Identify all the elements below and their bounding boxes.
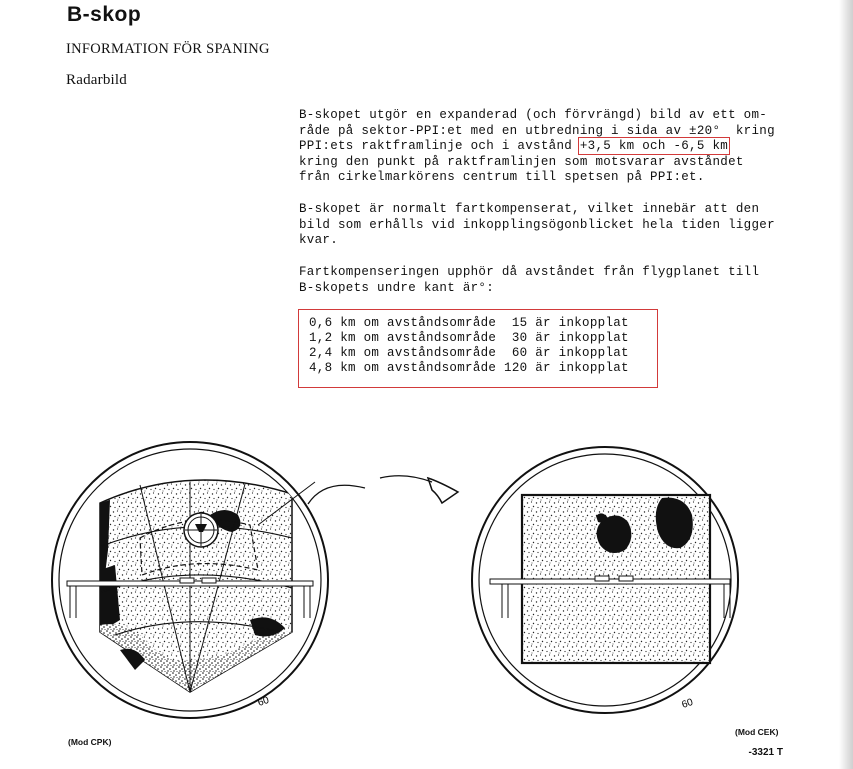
document-reference: -3321 T <box>748 747 783 758</box>
text-line: råde på sektor-PPI:et med en utbredning i sida av ±20° kring <box>299 123 775 138</box>
right-figure-caption: (Mod CEK) <box>735 727 779 737</box>
highlighted-range: +3,5 km och -6,5 km <box>579 139 729 153</box>
page-edge-shadow <box>839 0 853 769</box>
radar-figure <box>40 420 740 720</box>
left-figure-caption: (Mod CPK) <box>68 737 112 747</box>
left-radar-scope <box>52 442 328 718</box>
table-row: 0,6 km om avståndsområde 15 är inkopplat <box>309 316 629 330</box>
left-range-scale-label: 60 <box>256 694 271 709</box>
table-row: 4,8 km om avståndsområde 120 är inkopplat <box>309 361 629 375</box>
text-line: B-skopet utgör en expanderad (och förvrängd) bild av ett om- <box>299 108 768 122</box>
text-line-part: PPI:ets raktframlinje och i avstånd <box>299 139 580 153</box>
table-row: 2,4 km om avståndsområde 60 är inkopplat <box>309 346 629 360</box>
text-line: Fartkompenseringen upphör då avståndet från flygplanet till <box>299 265 760 279</box>
text-line: kring den punkt på raktframlinjen som motsvarar avståndet <box>299 154 744 169</box>
range-table <box>298 309 658 388</box>
text-line <box>299 139 775 155</box>
table-row: 1,2 km om avståndsområde 30 är inkopplat <box>309 331 629 345</box>
paragraph-speed-compensation <box>299 202 775 249</box>
page-subtitle: INFORMATION FÖR SPANING <box>66 41 270 57</box>
paragraph-b-scope-description <box>299 108 775 186</box>
right-range-scale-label: 60 <box>680 696 695 711</box>
arrow-icon <box>308 485 365 504</box>
paragraph-compensation-stop <box>299 265 759 296</box>
section-heading: Radarbild <box>66 72 127 88</box>
right-radar-scope <box>472 447 738 713</box>
arrow-head-icon <box>428 478 458 503</box>
text-line: bild som erhålls vid inkopplingsögonblicket hela tiden ligger <box>299 217 775 232</box>
text-line: kvar. <box>299 233 339 247</box>
text-line: från cirkelmarkörens centrum till spetsen på PPI:et. <box>299 170 705 184</box>
text-line: B-skopet är normalt fartkompenserat, vilket innebär att den <box>299 202 760 216</box>
text-line: B-skopets undre kant är°: <box>299 280 495 295</box>
page-title: B-skop <box>67 3 142 26</box>
